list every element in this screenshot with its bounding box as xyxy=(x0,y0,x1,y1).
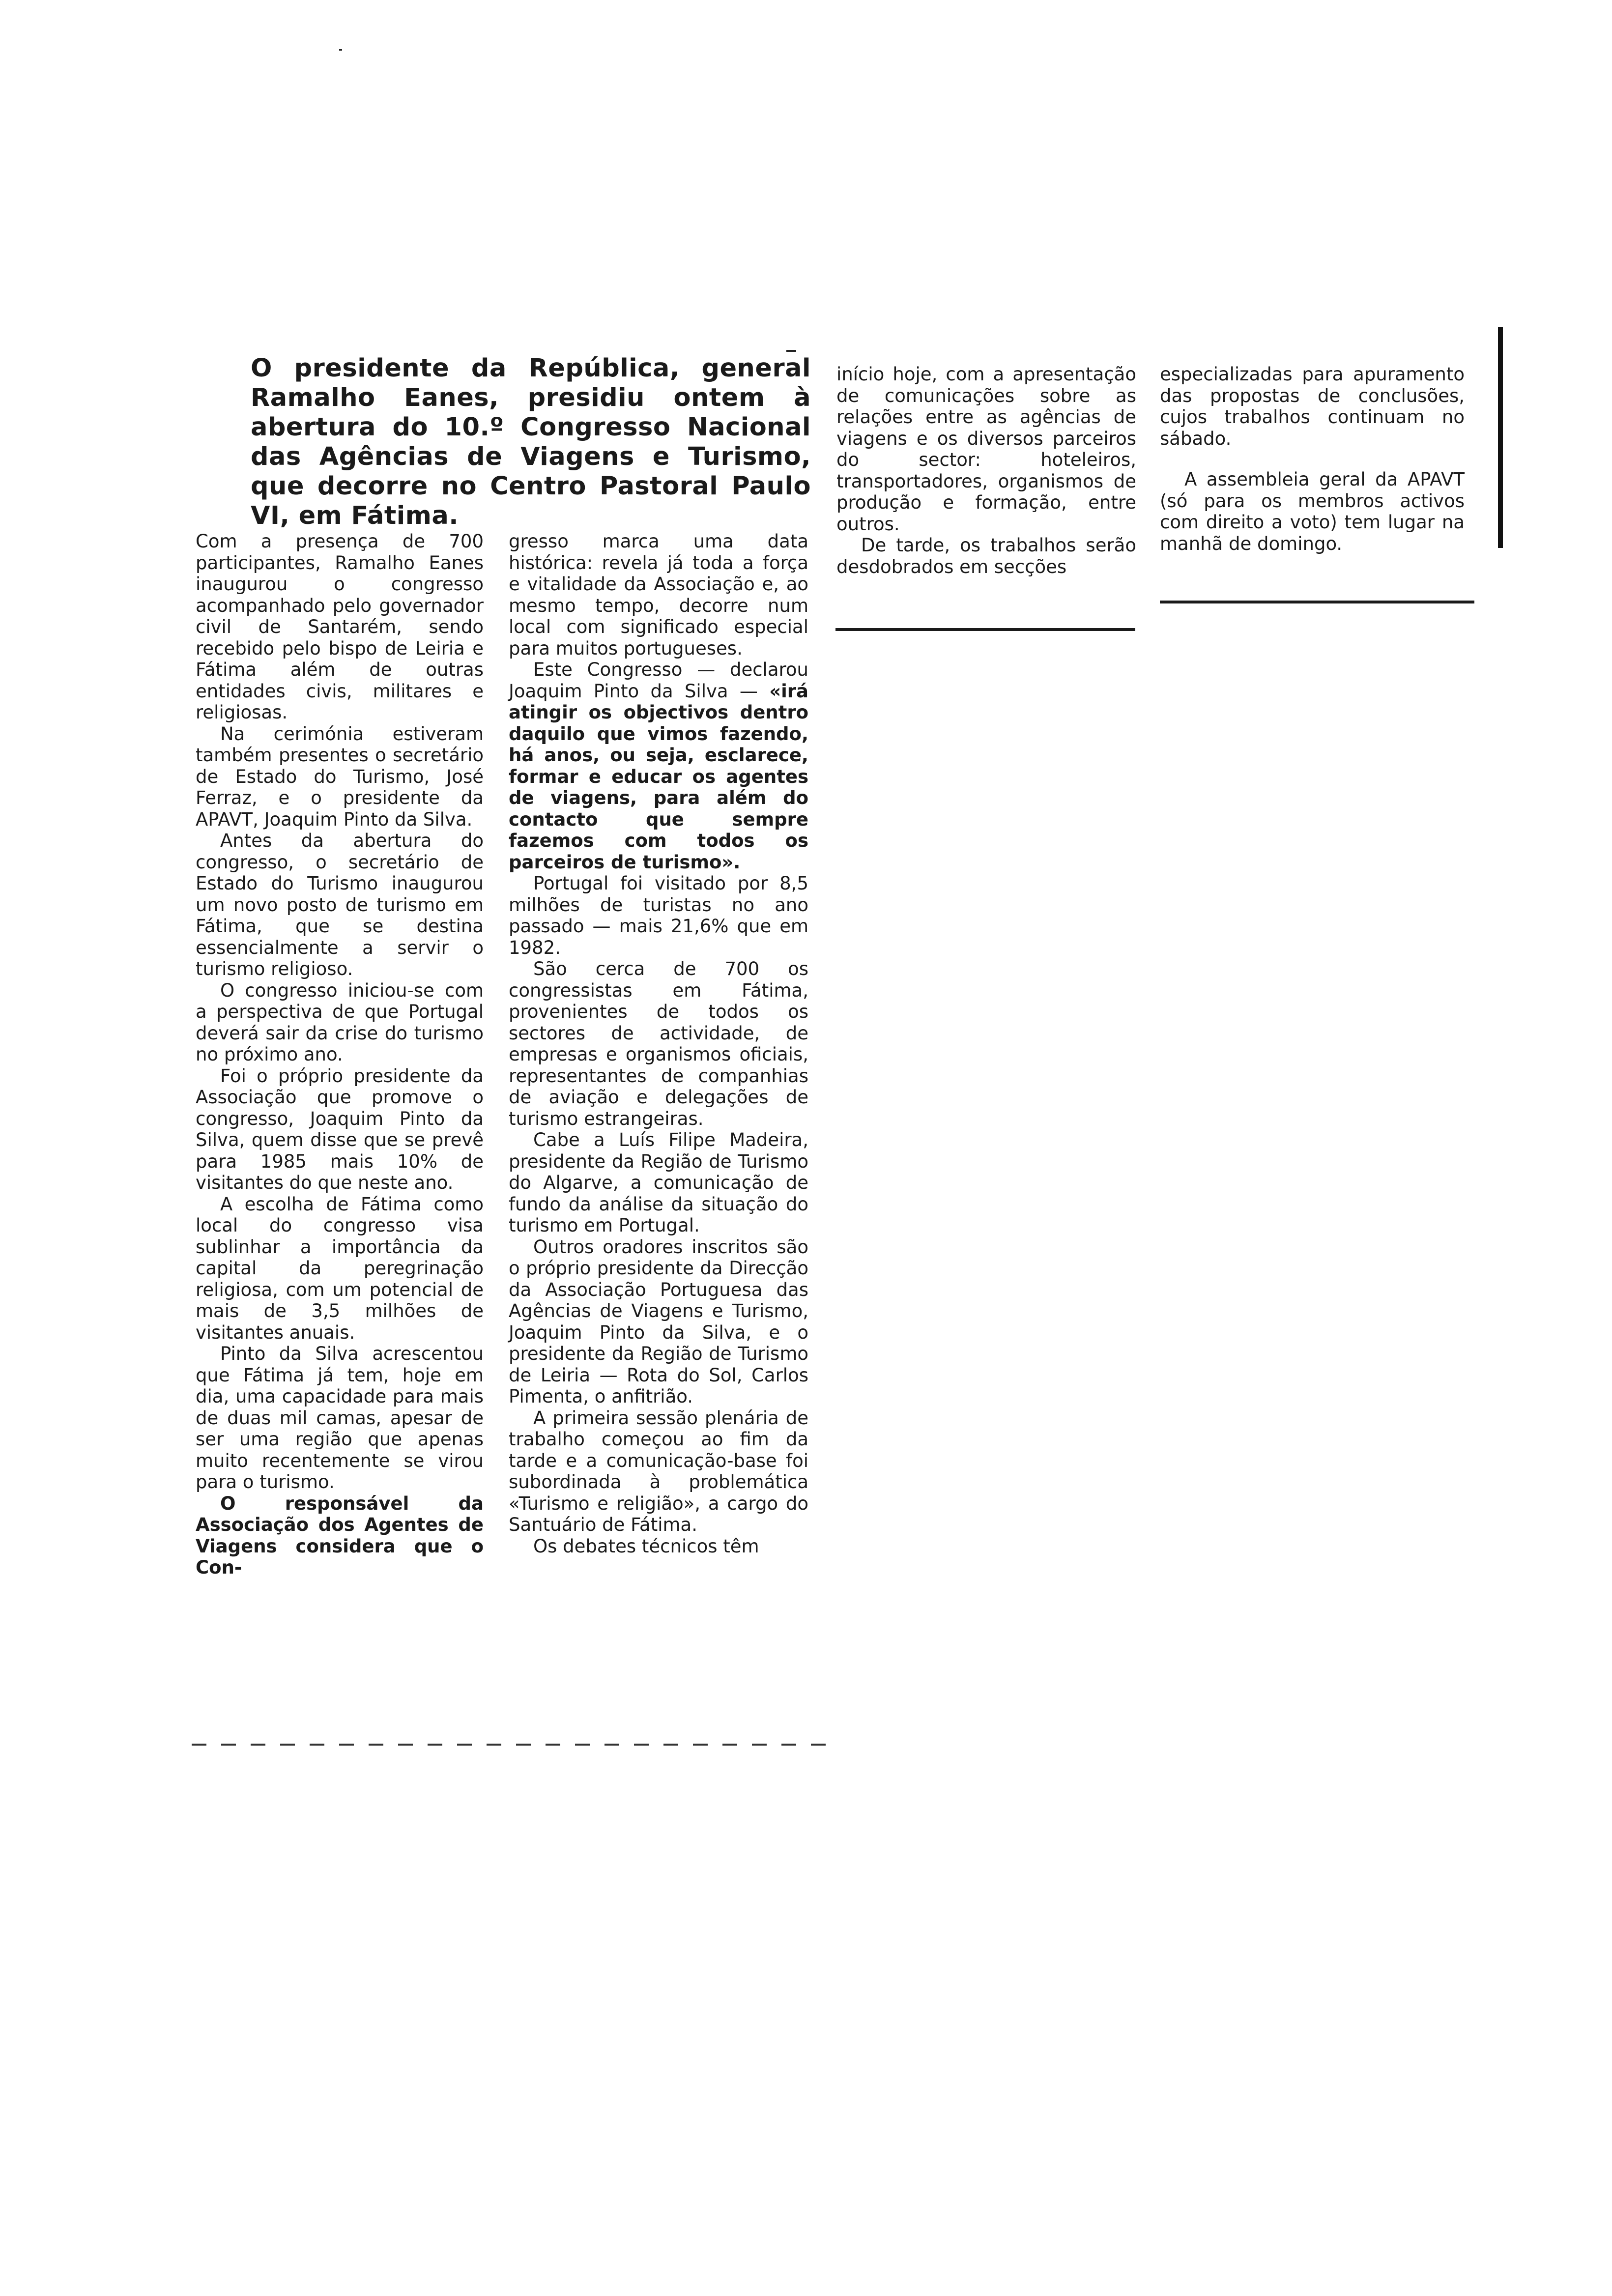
quote-lead: Este Congresso — declarou Joaquim Pinto da Silva — xyxy=(509,659,808,702)
paragraph: especializadas para apuramento das propostas de conclusões, cujos trabalhos continuam no sábado. xyxy=(1160,364,1465,449)
paragraph: A assembleia geral da APAVT (só para os membros activos com direito a voto) tem lugar na manhã de domingo. xyxy=(1160,469,1465,554)
column-end-rule xyxy=(835,628,1135,631)
paragraph: A primeira sessão plenária de trabalho começou ao fim da tarde e a comunicação-base foi subordinada à problemática «Turismo e religião», a cargo do Santuário de Fátima. xyxy=(509,1407,808,1535)
paragraph: De tarde, os trabalhos serão desdobrados em secções xyxy=(836,535,1136,577)
paragraph: Outros oradores inscritos são o próprio presidente da Direcção da Associação Portuguesa das Agências de Viagens e Turismo, Joaquim Pinto da Silva, e o presidente da Região de Turismo de Leiria — Rota do Sol, Carlos Pimenta, o anfitrião. xyxy=(509,1236,808,1407)
article-column-2 xyxy=(509,531,808,1557)
paragraph: O congresso iniciou-se com a perspectiva de que Portugal deverá sair da crise do turismo no próximo ano. xyxy=(196,979,484,1065)
article-column-4 xyxy=(1160,364,1465,554)
article-end-rule xyxy=(1160,601,1474,603)
paragraph: Na cerimónia estiveram também presentes o secretário de Estado do Turismo, José Ferraz, e o presidente da APAVT, Joaquim Pinto da Silva. xyxy=(196,723,484,830)
quote-text: «irá atingir os objectivos dentro daquilo que vimos fazendo, há anos, ou seja, esclarece, formar e educar os agentes de viagens, para além do contacto que sempre fazemos com todos os parceiros de turismo». xyxy=(509,680,808,873)
column-bottom-rule xyxy=(192,1744,835,1746)
paragraph: Os debates técnicos têm xyxy=(533,1535,759,1557)
scan-speck-headline xyxy=(786,350,796,352)
paragraph: Com a presença de 700 participantes, Ramalho Eanes inaugurou o congresso acompanhado pelo governador civil de Santarém, sendo recebido pelo bispo de Leiria e Fátima além de outras entidades civis, militares e religiosas. xyxy=(196,531,484,723)
article-headline: O presidente da República, general Ramalho Eanes, presidiu ontem à abertura do 10.º Congresso Nacional das Agências de Viagens e Turismo, que decorre no Centro Pastoral Paulo VI, em Fátima. xyxy=(251,354,811,530)
paragraph: São cerca de 700 os congressistas em Fátima, provenientes de todos os sectores de actividade, de empresas e organismos oficiais, representantes de companhias de aviação e delegações de turismo estrangeiras. xyxy=(509,958,808,1129)
article-column-3 xyxy=(836,364,1136,577)
paragraph: A escolha de Fátima como local do congresso visa sublinhar a importância da capital da peregrinação religiosa, com um potencial de mais de 3,5 milhões de visitantes anuais. xyxy=(196,1193,484,1343)
article-edge-rule xyxy=(1498,327,1503,548)
paragraph: O responsável da Associação dos Agentes de Viagens considera que o Con- xyxy=(196,1492,484,1578)
quote-paragraph xyxy=(509,659,808,873)
paragraph: Portugal foi visitado por 8,5 milhões de turistas no ano passado — mais 21,6% que em 1982. xyxy=(509,873,808,958)
scan-speck-top xyxy=(339,49,342,51)
paragraph: início hoje, com a apresentação de comunicações sobre as relações entre as agências de viagens e os diversos parceiros do sector: hoteleiros, transportadores, organismos de produção e formação, entre outros. xyxy=(836,364,1136,535)
paragraph: Antes da abertura do congresso, o secretário de Estado do Turismo inaugurou um novo posto de turismo em Fátima, que se destina essencialmente a servir o turismo religioso. xyxy=(196,830,484,979)
paragraph: Cabe a Luís Filipe Madeira, presidente da Região de Turismo do Algarve, a comunicação de fundo da análise da situação do turismo em Portugal. xyxy=(509,1129,808,1236)
article-column-1 xyxy=(196,531,484,1578)
paragraph: Foi o próprio presidente da Associação que promove o congresso, Joaquim Pinto da Silva, quem disse que se prevê para 1985 mais 10% de visitantes do que neste ano. xyxy=(196,1065,484,1193)
paragraph: gresso marca uma data histórica: revela já toda a força e vitalidade da Associação e, ao mesmo tempo, decorre num local com significado especial para muitos portugueses. xyxy=(509,531,808,659)
paragraph: Pinto da Silva acrescentou que Fátima já tem, hoje em dia, uma capacidade para mais de duas mil camas, apesar de ser uma região que apenas muito recentemente se virou para o turismo. xyxy=(196,1343,484,1492)
